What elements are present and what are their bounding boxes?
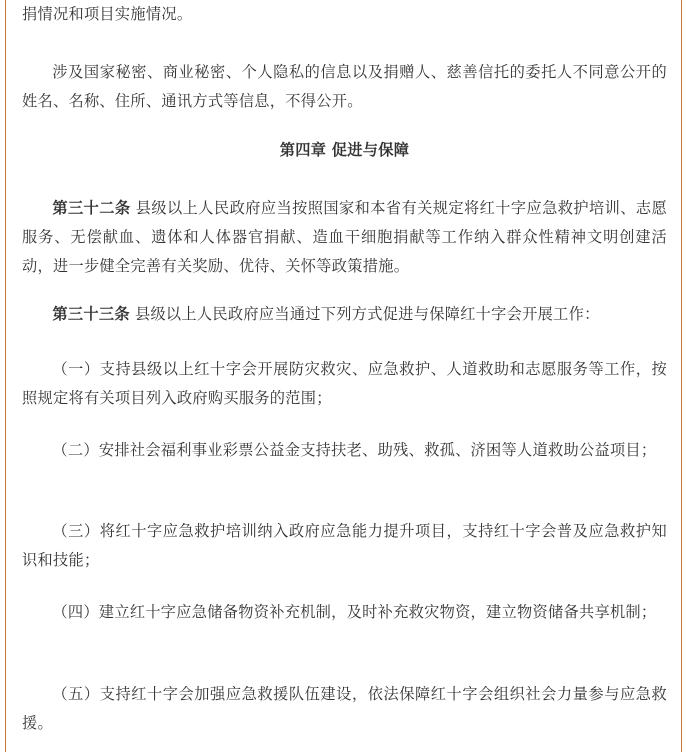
chapter-heading: 第四章 促进与保障 (279, 141, 410, 159)
article-33 (22, 300, 667, 329)
list-item-5: （五）支持红十字会加强应急救援队伍建设，依法保障红十字会组织社会力量参与应急救援。 (22, 685, 667, 732)
article-32-label: 第三十二条 (52, 199, 131, 217)
article-33-text: 县级以上人民政府应当通过下列方式促进与保障红十字会开展工作： (129, 305, 600, 323)
list-item-4: （四）建立红十字应急储备物资补充机制，及时补充救灾物资，建立物资储备共享机制； (52, 603, 657, 621)
article-32 (22, 194, 667, 281)
article-33-label: 第三十三条 (52, 305, 130, 323)
list-item-2: （二）安排社会福利事业彩票公益金支持扶老、助残、救孤、济困等人道救助公益项目； (52, 441, 657, 459)
article-32-text: 县级以上人民政府应当按照国家和本省有关规定将红十字应急救护培训、志愿服务、无偿献血、遗体和人体器官捐献、造血干细胞捐献等工作纳入群众性精神文明创建活动，进一步健全完善有关奖励、优待、关怀等政策措施。 (22, 199, 668, 275)
list-item-3: （三）将红十字应急救护培训纳入政府应急能力提升项目，支持红十字会普及应急救护知识和技能； (22, 522, 667, 569)
document-frame (5, 0, 682, 752)
paragraph-confidentiality: 涉及国家秘密、商业秘密、个人隐私的信息以及捐赠人、慈善信托的委托人不同意公开的姓名、名称、住所、通讯方式等信息，不得公开。 (22, 63, 667, 110)
list-item-1: （一）支持县级以上红十字会开展防灾救灾、应急救护、人道救助和志愿服务等工作，按照规定将有关项目列入政府购买服务的范围； (22, 360, 667, 407)
paragraph-continuation: 捐情况和项目实施情况。 (22, 5, 193, 23)
